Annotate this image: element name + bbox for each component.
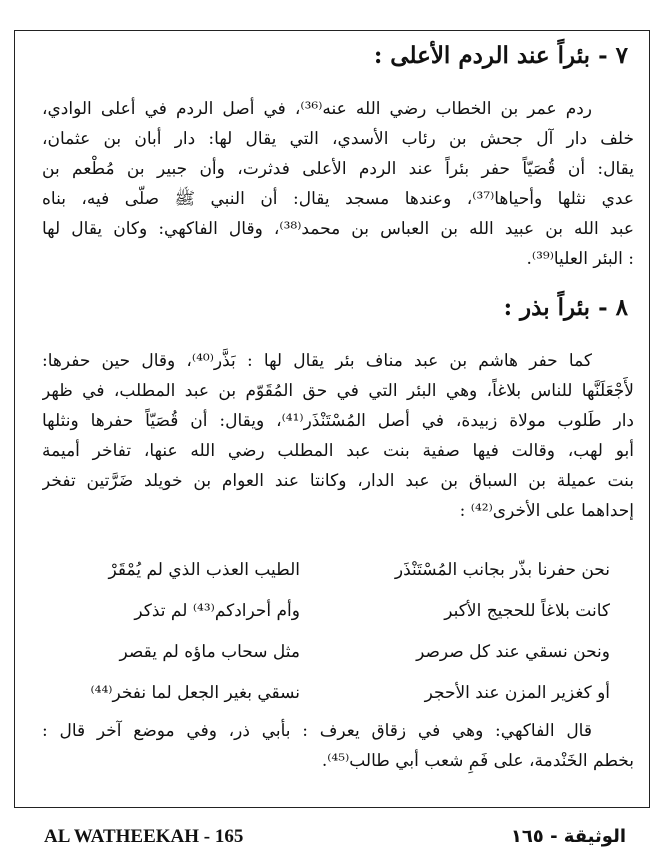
paragraph-line: بخطم الخَنْدمة، على فَمِ شعب أبي طالب⁽⁴⁵⁾. <box>321 751 634 771</box>
section-8-paragraph <box>42 346 634 526</box>
poem <box>34 550 640 714</box>
paragraph-line: يقال: أن قُصَيّاً حفر بئراً عند الردم الأعلى فدثرت، وأن جبير بن مُطْعم بن <box>42 159 634 179</box>
verse-second-hemistich: وأم أحرادكم⁽⁴³⁾ لم تذكر <box>134 601 300 621</box>
verse-first-hemistich: نحن حفرنا بذّر بجانب المُسْتَنْذَر <box>394 560 610 580</box>
verse-second-hemistich: مثل سحاب ماؤه لم يقصر <box>119 642 300 662</box>
paragraph-line: : البئر العليا⁽³⁹⁾. <box>526 249 634 269</box>
paragraph-line: إحداهما على الأخرى⁽⁴²⁾ : <box>459 501 634 521</box>
poem-verse <box>34 591 640 632</box>
footer-page-number-latin: AL WATHEEKAH - 165 <box>44 826 244 847</box>
paragraph-line: قال الفاكهي: وهي في زقاق يعرف : بأبي ذر، وفي موضع آخر قال : <box>42 721 592 741</box>
paragraph-line: كما حفر هاشم بن عبد مناف بئر يقال لها : بَذَّر⁽⁴⁰⁾، وقال حين حفرها: <box>42 351 592 371</box>
paragraph-line: بنت عميلة بن السباق بن عبد الدار، وكانتا عند العوام بن خويلد ضَرَّتين تفخر <box>42 471 634 491</box>
paragraph-line: خلف دار آل جحش بن رئاب الأسدي، التي يقال لها: دار أبان بن عثمان، <box>42 129 634 149</box>
verse-second-hemistich: الطيب العذب الذي لم يُمْقَرْ <box>108 560 300 580</box>
poem-verse <box>34 673 640 714</box>
document-page <box>30 40 640 800</box>
paragraph-line: عبد الله بن عبيد الله بن العباس بن محمد⁽³⁸⁾، وقال الفاكهي: وكان يقال لها <box>42 219 634 239</box>
verse-first-hemistich: أو كغزير المزن عند الأحجر <box>424 683 610 703</box>
verse-first-hemistich: كانت بلاغاً للحجيج الأكبر <box>444 601 610 621</box>
paragraph-line: ردم عمر بن الخطاب رضي الله عنه⁽³⁶⁾، في أصل الردم في أعلى الوادي، <box>42 99 593 119</box>
footer-page-number-arabic: الوثيقة - ١٦٥ <box>510 826 626 847</box>
verse-first-hemistich: ونحن نسقي عند كل صرصر <box>416 642 610 662</box>
verse-second-hemistich: نسقي بغير الجعل لما نفخر⁽⁴⁴⁾ <box>90 683 300 703</box>
poem-verse <box>34 632 640 673</box>
section-7-heading: ٧ - بئراً عند الردم الأعلى : <box>373 42 628 69</box>
closing-paragraph <box>42 716 634 776</box>
section-7-paragraph <box>42 94 634 274</box>
paragraph-line: عدي نثلها وأحياها⁽³⁷⁾، وعندها مسجد يقال: أن النبي ﷺ صلّى فيه، بناه <box>42 189 634 209</box>
paragraph-line: أبو لهب، وقالت فيها صفية بنت عبد المطلب رضي الله عنها، تفاخر أميمة <box>42 441 634 461</box>
section-8-heading: ٨ - بئراً بذر : <box>503 294 628 321</box>
paragraph-line: دار طَلوب مولاة زبيدة، في أصل المُسْتَنْذَر⁽⁴¹⁾، ويقال: أن قُصَيّاً حفرها ونثلها <box>42 411 634 431</box>
paragraph-line: لأَجْعَلَنَّها للناس بلاغاً، وهي البئر التي في حق المُقَوّم بن عبد المطلب، في ظهر <box>42 381 634 401</box>
poem-verse <box>34 550 640 591</box>
